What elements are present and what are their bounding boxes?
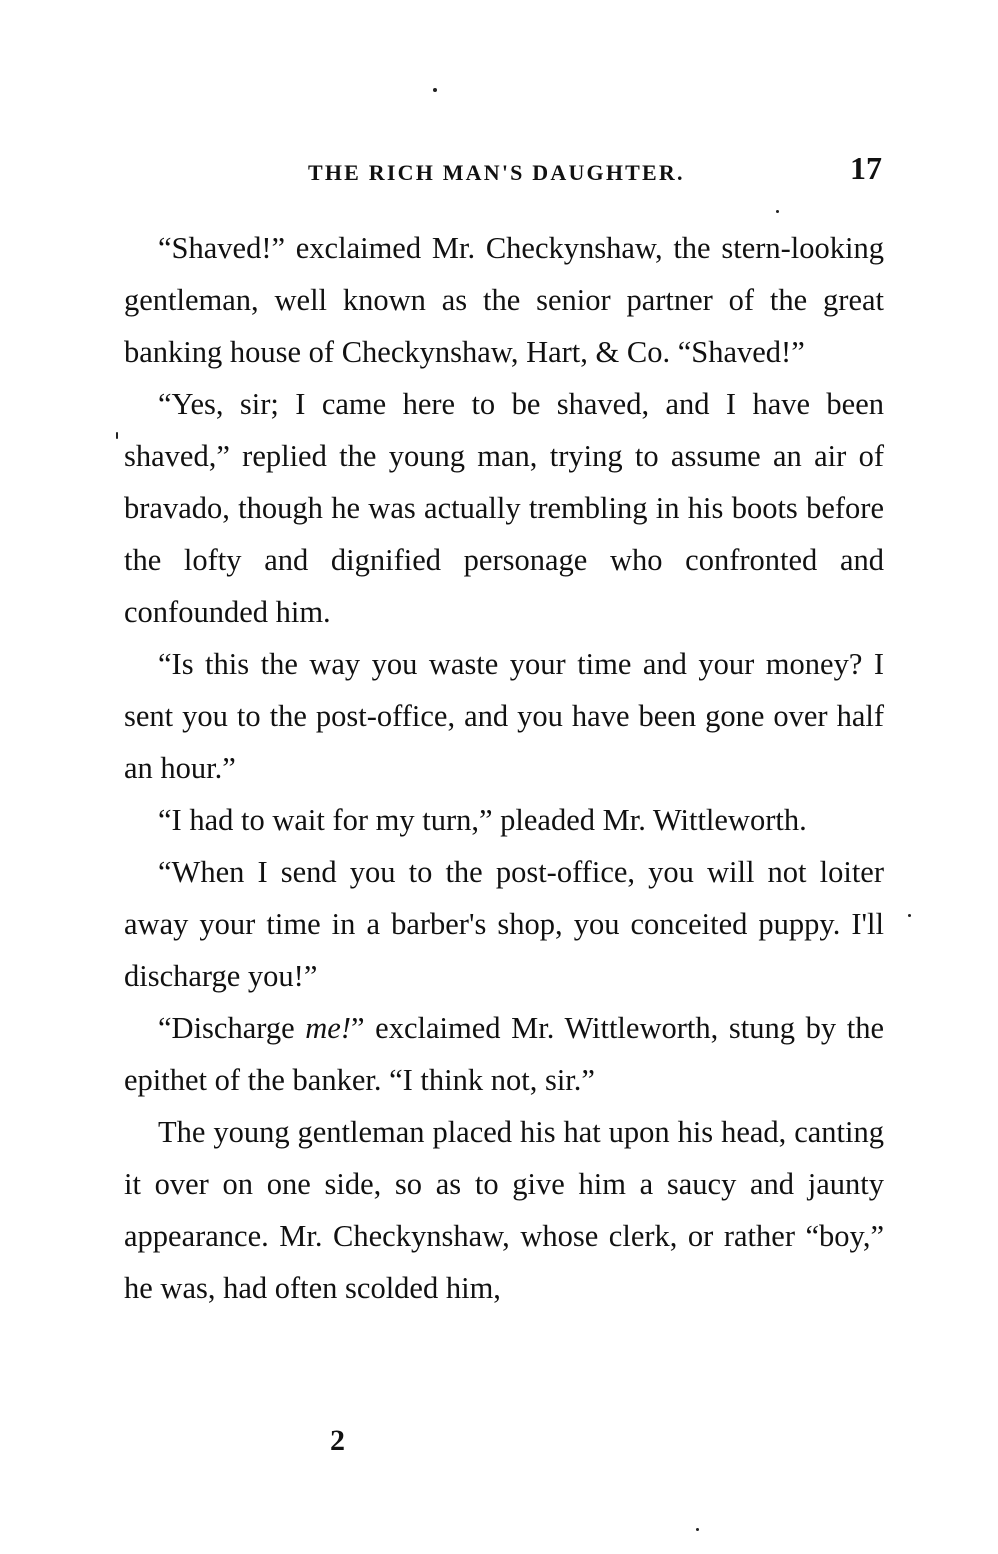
page-number: 17 [850, 150, 882, 186]
scan-speck [116, 432, 118, 439]
signature-mark: 2 [330, 1424, 345, 1457]
paragraph-text: The young gentleman placed his hat upon his head, canting it over on one side, so as to give him a saucy and jaunty appearance. Mr. Checkynshaw, whose clerk, or rather “boy,” he was, had often scolded him, [124, 1115, 884, 1305]
paragraph-text: “Yes, sir; I came here to be shaved, and I have been shaved,” replied the young man, trying to assume an air of bravado, though he was actually trembling in his boots before the lofty and dignified personage who confronted and confounded him. [124, 387, 884, 629]
body-text [124, 222, 884, 1314]
paragraph-text: “When I send you to the post-office, you will not loiter away your time in a barber's shop, you conceited puppy. I'll discharge you!” [124, 855, 884, 993]
paragraph [124, 1002, 884, 1106]
paragraph-text: “I had to wait for my turn,” pleaded Mr. Wittleworth. [158, 803, 807, 837]
scan-speck [433, 88, 437, 92]
paragraph [124, 794, 884, 846]
paragraph [124, 222, 884, 378]
paragraph-text: “Shaved!” exclaimed Mr. Checkynshaw, the stern-looking gentleman, well known as the senior partner of the great banking house of Checkynshaw, Hart, & Co. “Shaved!” [124, 231, 884, 369]
paragraph [124, 378, 884, 638]
scan-speck [696, 1528, 699, 1531]
paragraph-text: “Is this the way you waste your time and your money? I sent you to the post-office, and you have been gone over half an hour.” [124, 647, 884, 785]
italic-text: me! [305, 1011, 351, 1045]
paragraph-text: ” exclaimed Mr. Wittleworth, stung by the epithet of the banker. “I think not, sir.” [124, 1011, 884, 1097]
paragraph [124, 638, 884, 794]
page-header [124, 150, 884, 194]
scan-speck [776, 210, 779, 213]
scan-speck [908, 914, 911, 917]
running-head: THE RICH MAN'S DAUGHTER. [308, 160, 685, 185]
paragraph-text: “Discharge [158, 1011, 306, 1045]
paragraph [124, 846, 884, 1002]
paragraph [124, 1106, 884, 1314]
